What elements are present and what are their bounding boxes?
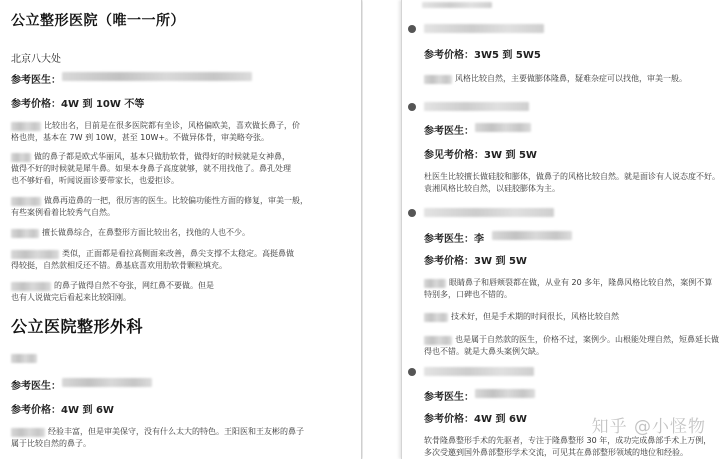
paragraph-1-line-1: 比较出名，目前是在很多医院都有坐诊，风格偏欧美，喜欢做长鼻子，价 (44, 121, 300, 130)
redacted-name (11, 153, 31, 162)
paragraph-6-line-2: 也有人说做完后看起来比较阳刚。 (11, 293, 131, 302)
right-document-page (401, 0, 720, 459)
paragraph-f-line-1: 软骨隆鼻整形手术的先驱者，专注于隆鼻整形 30 年，成功完成鼻部手术上万例， (424, 436, 712, 445)
redacted-heading (424, 367, 534, 376)
paragraph-2-line-1: 做的鼻子都是欧式华丽风，基本只做肋软骨，做得好的时候就是女神鼻， (34, 152, 290, 161)
redacted-heading (424, 102, 529, 111)
price-label-2: 参考价格：4W 到 6W (11, 405, 114, 416)
city-label: 北京八大处 (11, 54, 61, 65)
redacted-doctor-names (475, 389, 535, 398)
paragraph-b-line-1: 杜医生比较擅长做硅胶和膨体，做鼻子的风格比较自然。就是面诊有人说态度不好。 (424, 172, 720, 181)
bullet-dot (408, 209, 416, 217)
paragraph-1-line-2: 格也贵，基本在 7W 到 10W，甚至 10W+。不做异体骨，审美略夸张。 (11, 133, 270, 142)
redacted-doctor-names (62, 378, 152, 387)
redacted-top-fragment (422, 2, 492, 8)
paragraph-3-line-1: 做鼻再造鼻的一把，很厉害的医生。比较偏功能性方面的修复，审美一般， (44, 196, 308, 205)
redacted-name (424, 279, 446, 288)
page-gutter (363, 0, 401, 459)
redacted-name (424, 336, 452, 345)
doctor-label: 参考医生： (11, 75, 61, 86)
price-label-f: 参考价格：4W 到 6W (424, 414, 527, 425)
paragraph-3-line-2: 有些案例看着比较秀气自然。 (11, 208, 115, 217)
section-title-public-plastic-surgery: 公立医院整形外科 (11, 317, 144, 336)
paragraph-2-line-2: 做得不好的时候就是犀牛鼻。如果本身鼻子高度就够，就不用找他了。鼻孔处理 (11, 164, 291, 173)
price-label: 参考价格：4W 到 10W 不等 (11, 99, 145, 110)
paragraph-2-line-3: 也不够好看，听闻说面诊要带家长，也爱拒诊。 (11, 176, 179, 185)
paragraph-c-line-2: 特别多，口碑也不错的。 (424, 290, 512, 299)
paragraph-e-line-2: 得也不错。就是大鼻头案例欠缺。 (424, 347, 544, 356)
redacted-heading (424, 208, 554, 217)
paragraph-a: 风格比较自然，主要做膨体隆鼻，疑难杂症可以找他，审美一般。 (455, 74, 687, 83)
price-label-c: 参考价格：3W 到 5W (424, 256, 527, 267)
redacted-name (424, 313, 448, 322)
bullet-dot (408, 103, 416, 111)
doctor-label-f: 参考医生： (424, 392, 474, 403)
redacted-name (11, 250, 59, 259)
doctor-label-c: 参考医生：李 (424, 234, 484, 245)
zhihu-watermark: 知乎 @小怪物 (591, 417, 706, 437)
paragraph-e-line-1: 也是属于自然款的医生，价格不过，案例少。山根能处理自然，短鼻延长做 (455, 335, 719, 344)
redacted-heading (424, 24, 544, 33)
paragraph-d: 技术好，但是手术期的时间很长，风格比较自然 (451, 312, 619, 321)
redacted-name (11, 197, 41, 206)
paragraph-7-line-1: 经验丰富，但是审美保守，没有什么太大的特色。王阳医和王友彬的鼻子 (48, 427, 304, 436)
redacted-name (11, 282, 51, 291)
bullet-dot (408, 368, 416, 376)
redacted-name (11, 428, 45, 437)
doctor-label-b: 参考医生： (424, 126, 474, 137)
paragraph-5-line-1: 类似，正面都是看拉高侧面来改善，鼻尖支撑不太稳定。高挺鼻做 (62, 249, 294, 258)
price-label-a: 参考价格：3W5 到 5W5 (424, 50, 541, 61)
bullet-dot (408, 25, 416, 33)
paragraph-c-line-1: 眼睛鼻子和唇颊裂都在做，从业有 20 多年，隆鼻风格比较自然，案例不算 (449, 278, 713, 287)
doctor-label-2: 参考医生： (11, 381, 61, 392)
paragraph-5-line-2: 得较挺，自然款相反还不错。鼻基底喜欢用肋软骨颗粒填充。 (11, 261, 227, 270)
paragraph-4-line-1: 擅长做鼻综合，在鼻整形方面比较出名，找他的人也不少。 (42, 228, 250, 237)
redacted-hospital-name (11, 354, 37, 363)
section-title-public-hospital: 公立整形医院（唯一一所） (11, 13, 185, 29)
redacted-name (11, 229, 39, 238)
paragraph-6-line-1: 的鼻子做得自然不夸张，网红鼻不要做。但是 (54, 281, 214, 290)
paragraph-b-line-2: 袁湘风格比较自然，以硅胶膨体为主。 (424, 184, 560, 193)
redacted-doctor-names (62, 72, 252, 81)
paragraph-7-line-2: 属于比较自然的鼻子。 (11, 439, 91, 448)
redacted-name (424, 75, 452, 84)
redacted-doctor-names (492, 231, 572, 240)
price-label-b: 参见考价格：3W 到 5W (424, 150, 537, 161)
redacted-doctor-names (475, 123, 531, 132)
paragraph-f-line-2: 多次受邀到国外鼻部整形学术交流，可见其在鼻部整形领域的地位和经验。 (424, 448, 688, 457)
redacted-name (11, 122, 41, 131)
